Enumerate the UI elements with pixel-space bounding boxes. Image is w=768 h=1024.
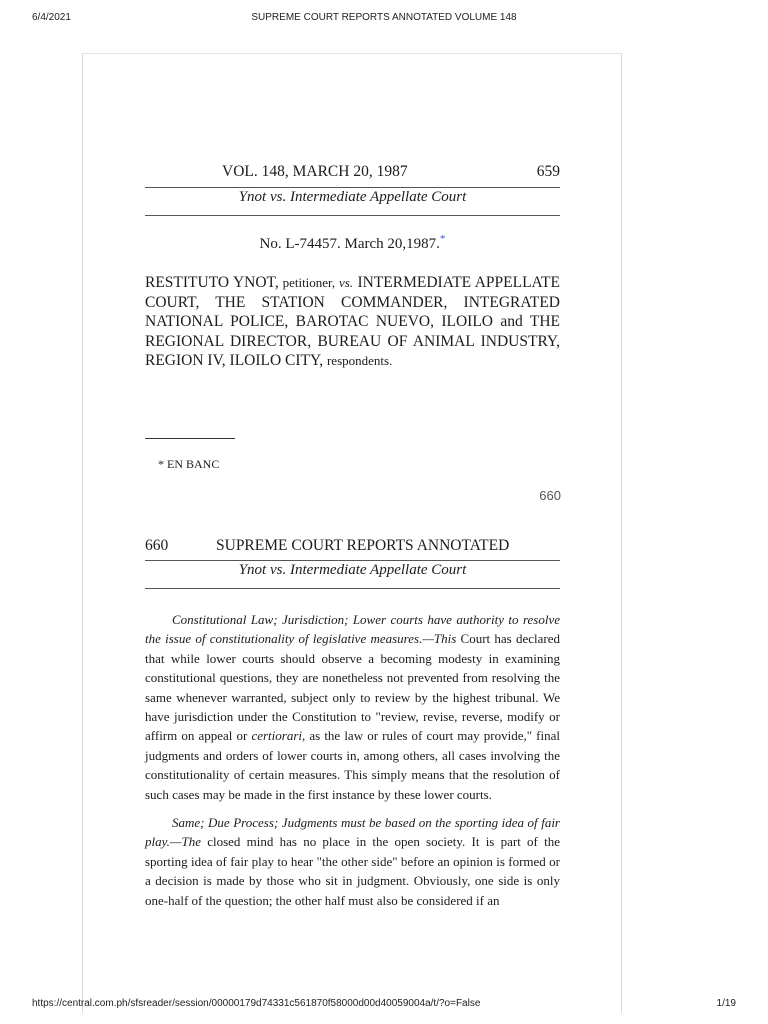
- case-number-text: No. L-74457. March 20,1987.: [259, 236, 440, 252]
- page-marker: 660: [539, 488, 561, 503]
- syllabus-heading: Constitutional Law; Jurisdiction; Lower courts have authority to resolve the issue of constitutionality of legislative measures.—This: [145, 612, 560, 647]
- footnote-rule: [145, 438, 235, 439]
- footnote: * EN BANC: [158, 457, 220, 471]
- reports-title: SUPREME COURT REPORTS ANNOTATED: [216, 537, 510, 554]
- header-rule: [145, 187, 560, 188]
- respondent-names: INTERMEDIATE APPELLATE COURT, THE STATION COMMANDER, INTEGRATED NATIONAL POLICE, BAROTAC NUEVO, ILOILO and THE REGIONAL DIRECTOR, BUREAU OF ANIMAL INDUSTRY, REGION IV, ILOILO CITY,: [145, 274, 560, 370]
- petitioner-name: RESTITUTO YNOT,: [145, 274, 279, 291]
- running-subtitle: Ynot vs. Intermediate Appellate Court: [238, 562, 467, 578]
- header-rule: [145, 588, 560, 589]
- running-subtitle: Ynot vs. Intermediate Appellate Court: [238, 189, 467, 205]
- respondent-role: respondents.: [326, 353, 393, 369]
- footnote-link[interactable]: *: [439, 233, 446, 245]
- petitioner-role: petitioner,: [278, 275, 336, 290]
- header-rule: [145, 215, 560, 216]
- syllabus-body: [145, 610, 560, 910]
- page-count: 1/19: [716, 998, 736, 1009]
- page-number-660: 660: [145, 537, 169, 554]
- versus: vs.: [335, 275, 354, 290]
- print-date: 6/4/2021: [32, 12, 71, 23]
- source-url: https://central.com.ph/sfsreader/session/00000179d74331c561870f58000d00d40059004a/t/?o=False: [32, 998, 481, 1009]
- print-title: SUPREME COURT REPORTS ANNOTATED VOLUME 148: [251, 12, 517, 23]
- header-rule: [145, 560, 560, 561]
- page-number-659: 659: [536, 163, 560, 180]
- case-parties: [145, 273, 560, 371]
- syllabus-paragraph: Same; Due Process; Judgments must be based on the sporting idea of fair play.—The closed mind has no place in the open society. It is part of the sporting idea of fair play to hear "the other side" before an opinion is formed or a decision is made by those who sit in judgment. Obviously, one side is only one-half of the question; the other half must also be considered if an: [145, 815, 560, 908]
- volume-line: VOL. 148, MARCH 20, 1987: [222, 163, 408, 180]
- syllabus-paragraph: Constitutional Law; Jurisdiction; Lower courts have authority to resolve the issue of constitutionality of legislative measures.—This Court has declared that while lower courts should observe a becoming modesty in examining constitutional questions, they are nonetheless not prevented from resolving the same whenever warranted, subject only to review by the highest tribunal. We have jurisdiction under the Constitution to "review, revise, reverse, modify or affirm on appeal or certiorari, as the law or rules of court may provide," final judgments and orders of lower courts in, among others, all cases involving the constitutionality of certain measures. This simply means that the resolution of such cases may be made in the first instance by these lower courts.: [145, 612, 560, 802]
- syllabus-heading: Same; Due Process; Judgments must be based on the sporting idea of fair play.—The: [145, 815, 560, 850]
- case-number: [145, 233, 560, 253]
